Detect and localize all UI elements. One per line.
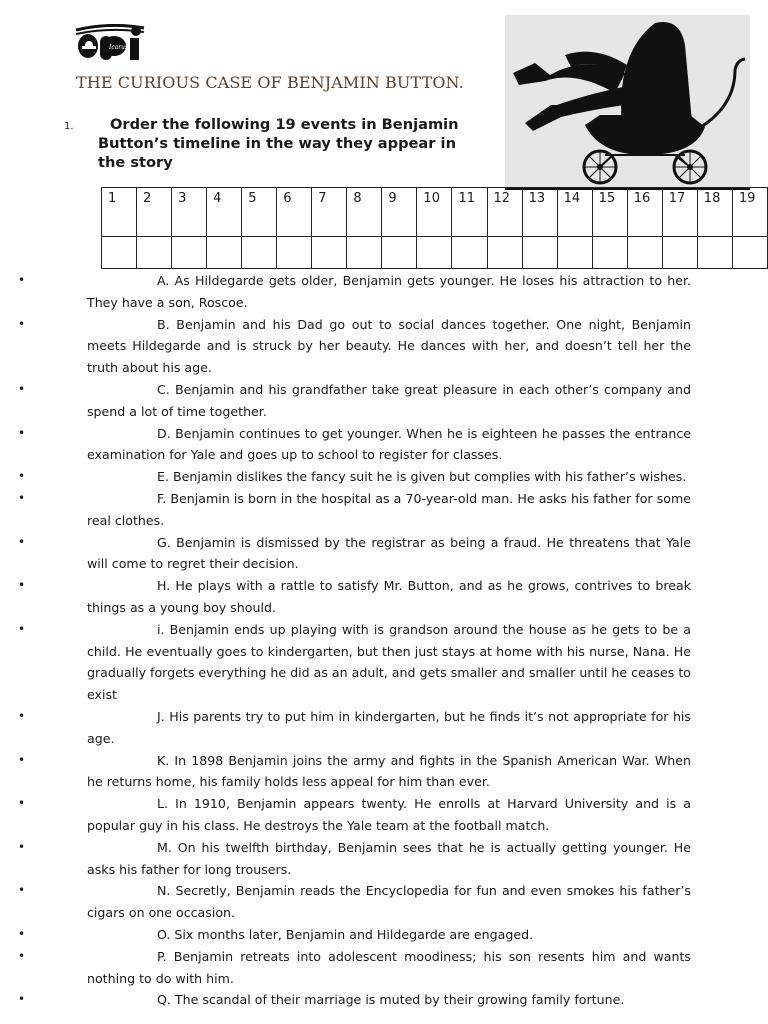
- timeline-answer-row: [102, 237, 768, 269]
- timeline-answer-cell[interactable]: [662, 237, 697, 269]
- epi-logo: [74, 24, 146, 62]
- bullet-icon: •: [18, 273, 26, 287]
- bullet-icon: •: [18, 839, 26, 854]
- timeline-number-cell: 19: [732, 188, 767, 237]
- bullet-icon: •: [18, 948, 26, 963]
- event-item: [0, 423, 768, 467]
- bullet-icon: •: [18, 992, 26, 1007]
- worksheet-title: THE CURIOUS CASE OF BENJAMIN BUTTON.: [76, 73, 464, 92]
- timeline-answer-cell[interactable]: [347, 237, 382, 269]
- timeline-answer-cell[interactable]: [522, 237, 557, 269]
- event-item: [0, 880, 768, 924]
- event-item: [0, 793, 768, 837]
- timeline-answer-cell[interactable]: [487, 237, 522, 269]
- event-item: [0, 488, 768, 532]
- event-text: J. His parents try to put him in kindergarten, but he finds it’s not appropriate for his age.: [87, 708, 691, 746]
- timeline-number-cell: 1: [102, 188, 137, 237]
- timeline-answer-cell[interactable]: [207, 237, 242, 269]
- timeline-answer-cell[interactable]: [277, 237, 312, 269]
- bullet-icon: •: [18, 425, 26, 440]
- event-item: [0, 575, 768, 619]
- timeline-answer-cell[interactable]: [732, 237, 767, 269]
- timeline-answer-cell[interactable]: [592, 237, 627, 269]
- event-text: A. As Hildegarde gets older, Benjamin gets younger. He loses his attraction to her. They have a son, Roscoe.: [87, 273, 691, 310]
- timeline-number-cell: 5: [242, 188, 277, 237]
- timeline-answer-cell[interactable]: [102, 237, 137, 269]
- timeline-answer-cell[interactable]: [697, 237, 732, 269]
- event-item: [0, 946, 768, 990]
- svg-text:Icarus: Icarus: [109, 44, 129, 51]
- event-text: O. Six months later, Benjamin and Hildegarde are engaged.: [157, 926, 534, 942]
- timeline-answer-cell[interactable]: [382, 237, 417, 269]
- timeline-answer-cell[interactable]: [452, 237, 487, 269]
- event-text: M. On his twelfth birthday, Benjamin sees that he is actually getting younger. He asks his father for long trousers.: [87, 839, 691, 877]
- baby-carriage-illustration: [505, 15, 750, 190]
- timeline-answer-cell[interactable]: [172, 237, 207, 269]
- timeline-number-row: [102, 188, 768, 237]
- event-list: [0, 270, 768, 1011]
- timeline-number-cell: 16: [627, 188, 662, 237]
- timeline-number-cell: 11: [452, 188, 487, 237]
- event-text: F. Benjamin is born in the hospital as a 70-year-old man. He asks his father for some real clothes.: [87, 490, 691, 528]
- event-item: [0, 837, 768, 881]
- event-item: [0, 619, 768, 706]
- event-text: P. Benjamin retreats into adolescent moodiness; his son resents him and wants nothing to do with him.: [87, 948, 691, 986]
- bullet-icon: •: [18, 578, 26, 593]
- event-item: [0, 466, 768, 488]
- timeline-number-cell: 9: [382, 188, 417, 237]
- event-item: [0, 270, 768, 314]
- bullet-icon: •: [18, 621, 26, 636]
- event-text: D. Benjamin continues to get younger. When he is eighteen he passes the entrance examination for Yale and goes up to school to register for classes.: [87, 425, 691, 463]
- timeline-number-cell: 18: [697, 188, 732, 237]
- bullet-icon: •: [18, 316, 26, 331]
- event-text: Q. The scandal of their marriage is muted by their growing family fortune.: [157, 992, 625, 1008]
- bullet-icon: •: [18, 490, 26, 505]
- timeline-number-cell: 10: [417, 188, 452, 237]
- instruction-line: the story: [98, 154, 173, 171]
- event-text: G. Benjamin is dismissed by the registrar as being a fraud. He threatens that Yale will come to regret their decision.: [87, 534, 691, 572]
- timeline-number-cell: 8: [347, 188, 382, 237]
- event-text: E. Benjamin dislikes the fancy suit he is given but complies with his father’s wishes.: [157, 469, 687, 485]
- timeline-number-cell: 7: [312, 188, 347, 237]
- event-text: N. Secretly, Benjamin reads the Encyclopedia for fun and even smokes his father’s cigars on one occasion.: [87, 883, 691, 921]
- bullet-icon: •: [18, 708, 26, 723]
- bullet-icon: •: [18, 381, 26, 396]
- timeline-answer-cell[interactable]: [137, 237, 172, 269]
- timeline-number-cell: 17: [662, 188, 697, 237]
- timeline-number-cell: 13: [522, 188, 557, 237]
- event-text: B. Benjamin and his Dad go out to social dances together. One night, Benjamin meets Hildegarde and is struck by her beauty. He dances with her, and doesn’t tell her the truth about his age.: [87, 316, 691, 376]
- timeline-number-cell: 12: [487, 188, 522, 237]
- event-text: i. Benjamin ends up playing with is grandson around the house as he gets to be a child. He eventually goes to kindergarten, but then just stays at home with his nurse, Nana. He gradually forgets everything he did as an adult, and gets smaller and smaller until he ceases to exist: [87, 621, 691, 703]
- bullet-icon: •: [18, 883, 26, 898]
- event-item: [0, 379, 768, 423]
- event-item: [0, 750, 768, 794]
- event-item: [0, 989, 768, 1011]
- timeline-answer-cell[interactable]: [417, 237, 452, 269]
- question-instructions: [98, 115, 490, 172]
- timeline-number-cell: 4: [207, 188, 242, 237]
- event-item: [0, 924, 768, 946]
- timeline-number-cell: 6: [277, 188, 312, 237]
- event-text: H. He plays with a rattle to satisfy Mr. Button, and as he grows, contrives to break things as a young boy should.: [87, 578, 691, 615]
- timeline-number-cell: 15: [592, 188, 627, 237]
- timeline-answer-cell[interactable]: [312, 237, 347, 269]
- timeline-table: [101, 187, 768, 269]
- timeline-answer-cell[interactable]: [557, 237, 592, 269]
- timeline-answer-cell[interactable]: [627, 237, 662, 269]
- timeline-number-cell: 3: [172, 188, 207, 237]
- bullet-icon: •: [18, 752, 26, 767]
- event-text: L. In 1910, Benjamin appears twenty. He enrolls at Harvard University and is a popular guy in his class. He destroys the Yale team at the football match.: [87, 796, 691, 833]
- bullet-icon: •: [18, 469, 26, 484]
- timeline-number-cell: 14: [557, 188, 592, 237]
- event-item: [0, 314, 768, 379]
- timeline-number-cell: 2: [137, 188, 172, 237]
- bullet-icon: •: [18, 926, 26, 941]
- timeline-answer-cell[interactable]: [242, 237, 277, 269]
- instruction-line: Order the following 19 events in Benjamin: [110, 116, 459, 133]
- event-text: C. Benjamin and his grandfather take great pleasure in each other’s company and spend a lot of time together.: [87, 381, 691, 419]
- bullet-icon: •: [18, 796, 26, 811]
- event-item: [0, 706, 768, 750]
- event-item: [0, 532, 768, 576]
- instruction-line: Button’s timeline in the way they appear in: [98, 135, 456, 152]
- question-number: 1.: [64, 121, 74, 132]
- event-text: K. In 1898 Benjamin joins the army and fights in the Spanish American War. When he returns home, his family holds less appeal for him than ever.: [87, 752, 691, 790]
- bullet-icon: •: [18, 534, 26, 549]
